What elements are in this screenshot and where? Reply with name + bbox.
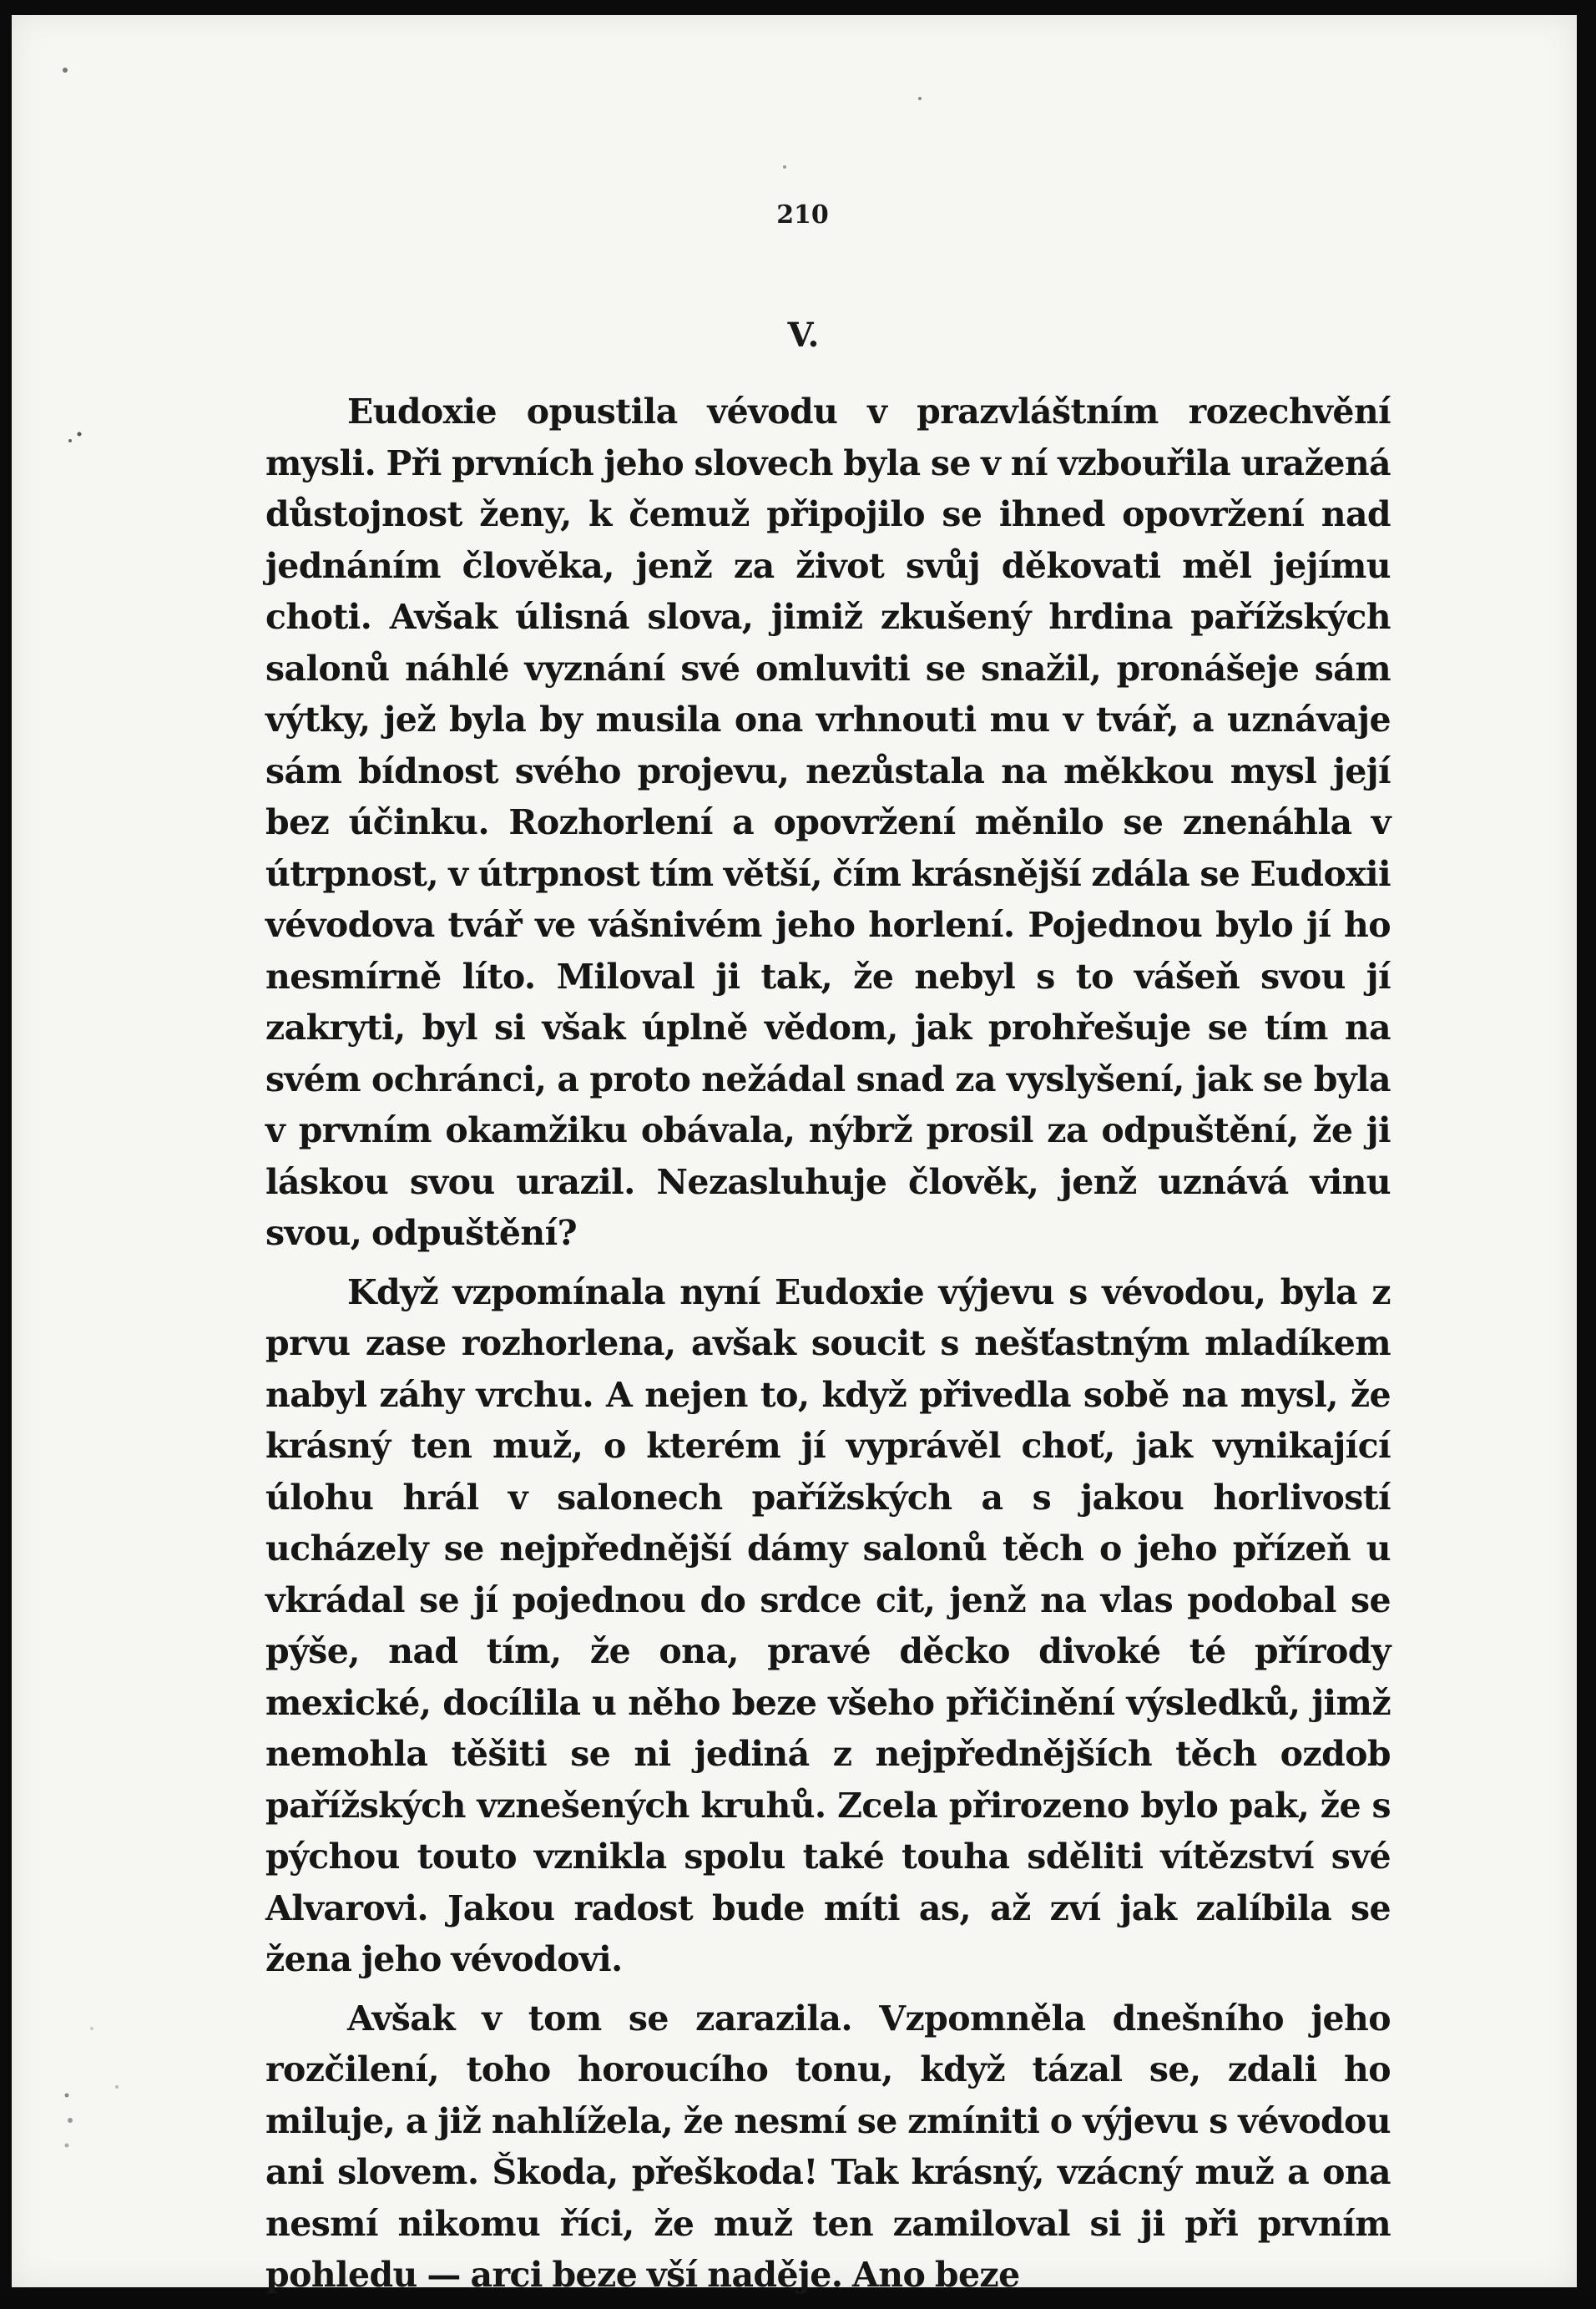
body-text bbox=[265, 387, 1391, 2309]
book-page bbox=[12, 15, 1577, 2295]
paragraph: Eudoxie opustila vévodu v prazvláštním rozechvění mysli. Při prvních jeho slovech byla se v ní vzbouřila uražená důstojnost ženy, k čemuž připojilo se ihned opovržení nad jednáním člověka, jenž za život svůj děkovati měl jejímu choti. Avšak úlisná slova, jimiž zkušený hrdina pařížských salonů náhlé vyznání své omluviti se snažil, pronášeje sám výtky, jež byla by musila ona vrhnouti mu v tvář, a uznávaje sám bídnost svého projevu, nezůstala na měkkou mysl její bez účinku. Rozhorlení a opovržení měnilo se znenáhla v útrpnost, v útrpnost tím větší, čím krásnější zdála se Eudoxii vévodova tvář ve vášnivém jeho horlení. Pojednou bylo jí ho nesmírně líto. Miloval ji tak, že nebyl s to vášeň svou jí zakryti, byl si však úplně vědom, jak prohřešuje se tím na svém ochránci, a proto nežádal snad za vyslyšení, jak se byla v prvním okamžiku obávala, nýbrž prosil za odpuštění, že ji láskou svou urazil. Nezasluhuje člověk, jenž uznává vinu svou, odpuštění? bbox=[265, 392, 1391, 1253]
paragraph: Avšak v tom se zarazila. Vzpomněla dnešního jeho rozčilení, toho horoucího tonu, když tázal se, zdali ho miluje, a již nahlížela, že nesmí se zmíniti o výjevu s vévodou ani slovem. Škoda, přeškoda! Tak krásný, vzácný muž a ona nesmí nikomu říci, že muž ten zamiloval si ji při prvním pohledu — arci beze vší naděje. Ano beze bbox=[265, 1998, 1391, 2295]
page-number: 210 bbox=[776, 200, 829, 230]
chapter-heading: V. bbox=[787, 316, 820, 355]
paragraph: Když vzpomínala nyní Eudoxie výjevu s vévodou, byla z prvu zase rozhorlena, avšak soucit s nešťastným mladíkem nabyl záhy vrchu. A nejen to, když přivedla sobě na mysl, že krásný ten muž, o kterém jí vyprávěl choť, jak vynikající úlohu hrál v salonech pařížských a s jakou horlivostí ucházely se nejpřednější dámy salonů těch o jeho přízeň u vkrádal se jí pojednou do srdce cit, jenž na vlas podobal se pýše, nad tím, že ona, pravé děcko divoké té přírody mexické, docílila u něho beze všeho přičinění výsledků, jimž nemohla těšiti se ni jediná z nejpřednějších těch ozdob pařížských vznešených kruhů. Zcela přirozeno bylo pak, že s pýchou touto vznikla spolu také touha sděliti vítězství své Alvarovi. Jakou radost bude míti as, až zví jak zalíbila se žena jeho vévodovi. bbox=[265, 1271, 1391, 1979]
